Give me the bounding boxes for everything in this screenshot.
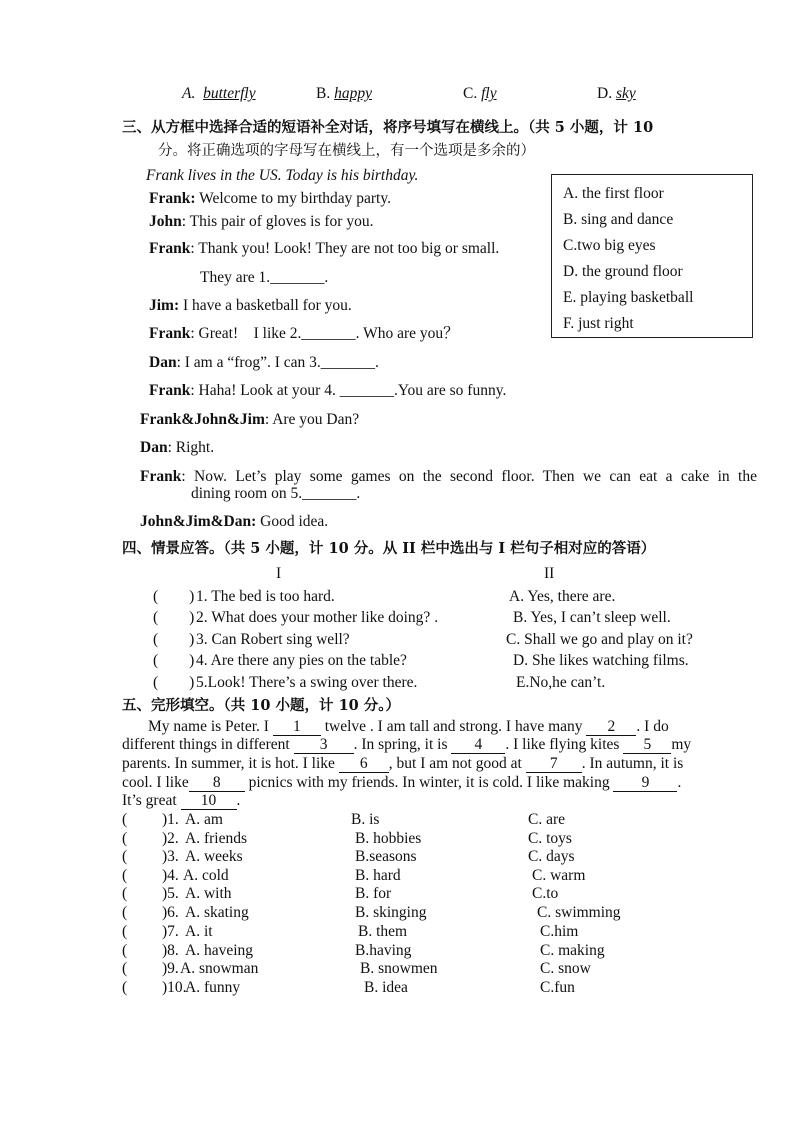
answer-paren[interactable]: ( ) — [153, 631, 195, 648]
speaker: Frank&John&Jim — [140, 411, 265, 428]
line-text: Welcome to my birthday party. — [195, 190, 391, 207]
section5-heading — [122, 697, 400, 715]
option-letter: D. — [597, 85, 613, 102]
choice-a: A. haveing — [185, 942, 254, 959]
line-text: Good idea. — [256, 513, 329, 530]
choice-b: B. hard — [355, 867, 401, 884]
dialogue-line-3 — [149, 240, 499, 258]
dialogue-line-11 — [140, 468, 757, 486]
choice-b: B. idea — [364, 979, 408, 996]
passage-text: twelve . I am tall and strong. I have many — [320, 718, 587, 735]
answer-paren[interactable]: ( — [122, 848, 128, 865]
box-option: B. sing and dance — [563, 211, 674, 228]
section3-intro: Frank lives in the US. Today is his birthday. — [146, 167, 419, 184]
question-number: )9. — [162, 960, 179, 977]
question-text: 5.Look! There’s a swing over there. — [196, 674, 418, 691]
passage-line-5 — [122, 792, 240, 810]
option-letter: A. — [182, 85, 196, 102]
choice-b: B. snowmen — [360, 960, 438, 977]
answer-paren[interactable]: ( — [122, 885, 128, 902]
blank-10[interactable]: 10 — [181, 793, 237, 810]
answer-paren[interactable]: ( — [122, 811, 128, 828]
column-ii-label: II — [544, 565, 555, 582]
question-number: )1. — [162, 811, 179, 828]
box-option: D. the ground floor — [563, 263, 683, 280]
choice-c: C.fun — [540, 979, 575, 996]
choice-c: C. are — [528, 811, 566, 828]
choice-b: B. them — [358, 923, 408, 940]
option-word: fly — [481, 85, 497, 102]
phrase-options-box — [551, 174, 753, 338]
line-text: : Great! I like 2._______. Who are you？ — [190, 325, 459, 342]
passage-text: , but I am not good at — [388, 755, 526, 772]
choice-a: A. with — [185, 885, 232, 902]
option-word: butterfly — [203, 85, 256, 102]
blank-5[interactable]: 5 — [623, 737, 671, 754]
dialogue-line-4 — [200, 269, 328, 287]
line-text: : Are you Dan? — [264, 411, 360, 428]
line-text: dining room on 5._______. — [191, 485, 361, 502]
blank-4[interactable]: 4 — [451, 737, 505, 754]
question-number: )6. — [162, 904, 179, 921]
passage-line-1 — [148, 718, 669, 736]
choice-a: A. funny — [185, 979, 241, 996]
box-option: A. the first floor — [563, 185, 664, 202]
answer-paren[interactable]: ( — [122, 904, 128, 921]
question-text: 1. The bed is too hard. — [196, 588, 335, 605]
speaker: Dan — [140, 439, 168, 456]
dialogue-line-12 — [191, 485, 360, 503]
dialogue-line-8 — [149, 382, 506, 400]
answer-choice: A. Yes, there are. — [509, 588, 616, 605]
speaker: Dan — [149, 354, 177, 371]
section3-heading-line2: 分。将正确选项的字母写在横线上，有一个选项是多余的） — [158, 143, 535, 159]
dialogue-line-9 — [140, 411, 359, 429]
choice-c: C. warm — [532, 867, 586, 884]
answer-paren[interactable]: ( — [122, 830, 128, 847]
passage-text: . I like flying kites — [505, 736, 624, 753]
speaker: Frank — [149, 325, 191, 342]
passage-text: different things in different — [122, 736, 294, 753]
choice-a: A. cold — [183, 867, 229, 884]
dialogue-line-13 — [140, 513, 328, 531]
question-number: )7. — [162, 923, 179, 940]
question-text: 4. Are there any pies on the table? — [196, 652, 407, 669]
choice-c: C.him — [540, 923, 579, 940]
section3-heading-line1 — [122, 119, 653, 137]
choice-b: B. for — [355, 885, 392, 902]
blank-2[interactable]: 2 — [586, 719, 636, 736]
column-i-label: I — [276, 565, 282, 582]
choice-c: C. toys — [528, 830, 572, 847]
question-text: 3. Can Robert sing well? — [196, 631, 350, 648]
answer-paren[interactable]: ( ) — [153, 588, 195, 605]
dialogue-line-2 — [149, 213, 373, 231]
speaker: Frank — [140, 468, 182, 485]
choice-b: B.seasons — [355, 848, 417, 865]
choice-a: A. it — [185, 923, 213, 940]
answer-paren[interactable]: ( — [122, 979, 128, 996]
line-text: They are 1._______. — [200, 269, 329, 286]
answer-paren[interactable]: ( ) — [153, 609, 195, 626]
dialogue-line-7 — [149, 354, 379, 372]
choice-a: A. weeks — [185, 848, 243, 865]
section4-heading-text: 四、情景应答。（共 5 小题，计 10 分。从 II 栏中选出与 I 栏句子相对应的答语） — [122, 540, 656, 557]
answer-paren[interactable]: ( ) — [153, 674, 195, 691]
top-option-a — [182, 85, 256, 103]
choice-b: B. hobbies — [355, 830, 422, 847]
choice-c: C. days — [528, 848, 575, 865]
question-number: )10. — [162, 979, 187, 996]
top-option-b — [316, 85, 372, 103]
line-text: : Right. — [167, 439, 215, 456]
speaker: Frank — [149, 382, 191, 399]
answer-paren[interactable]: ( — [122, 942, 128, 959]
question-number: )5. — [162, 885, 179, 902]
speaker: Frank — [149, 240, 191, 257]
section5-heading-text: 五、完形填空。（共 10 小题，计 10 分。） — [122, 697, 401, 714]
top-option-c — [463, 85, 497, 103]
passage-text: my — [671, 736, 692, 753]
section4-heading — [122, 540, 655, 558]
box-option: E. playing basketball — [563, 289, 694, 306]
box-option: F. just right — [563, 315, 634, 332]
answer-choice: C. Shall we go and play on it? — [506, 631, 693, 648]
line-text: : Now. Let’s play some games on the second floor. Then we can eat a cake in the — [181, 468, 757, 485]
speaker: John&Jim&Dan: — [140, 513, 257, 530]
choice-c: C.to — [532, 885, 559, 902]
blank-9[interactable]: 9 — [613, 775, 677, 792]
answer-paren[interactable]: ( ) — [153, 652, 195, 669]
passage-text: It’s great — [122, 792, 181, 809]
passage-text: . — [677, 774, 682, 791]
passage-line-4 — [122, 774, 681, 792]
speaker: Frank: — [149, 190, 196, 207]
line-text: I have a basketball for you. — [179, 297, 352, 314]
choice-a: A. am — [185, 811, 223, 828]
option-word: sky — [615, 85, 636, 102]
dialogue-line-6 — [149, 325, 459, 343]
top-option-d — [597, 85, 636, 103]
choice-c: C. swimming — [537, 904, 621, 921]
passage-text: picnics with my friends. In winter, it is cold. I like making — [244, 774, 614, 791]
passage-line-3 — [122, 755, 683, 773]
choice-c: C. making — [540, 942, 605, 959]
box-option: C.two big eyes — [563, 237, 656, 254]
answer-paren[interactable]: ( — [122, 867, 128, 884]
blank-7[interactable]: 7 — [526, 756, 582, 773]
question-number: )8. — [162, 942, 179, 959]
dialogue-line-1 — [149, 190, 391, 208]
choice-a: A. friends — [185, 830, 247, 847]
passage-text: . In autumn, it is — [581, 755, 684, 772]
speaker: Jim: — [149, 297, 180, 314]
line-text: : Thank you! Look! They are not too big or small. — [190, 240, 500, 257]
speaker: John — [149, 213, 182, 230]
passage-text: cool. I like — [122, 774, 189, 791]
answer-paren[interactable]: ( — [122, 960, 128, 977]
choice-b: B. is — [351, 811, 380, 828]
section3-heading-text: 三、从方框中选择合适的短语补全对话，将序号填写在横线上。（共 5 小题，计 10 — [122, 119, 654, 136]
blank-1[interactable]: 1 — [273, 719, 321, 736]
question-text: 2. What does your mother like doing? . — [196, 609, 439, 626]
question-number: )3. — [162, 848, 179, 865]
passage-text: parents. In summer, it is hot. I like — [122, 755, 339, 772]
passage-text: . I do — [636, 718, 669, 735]
passage-text: . In spring, it is — [353, 736, 452, 753]
blank-3[interactable]: 3 — [294, 737, 354, 754]
choice-a: A. snowman — [180, 960, 259, 977]
question-number: )2. — [162, 830, 179, 847]
line-text: : This pair of gloves is for you. — [181, 213, 374, 230]
choice-c: C. snow — [540, 960, 591, 977]
choice-b: B. skinging — [355, 904, 427, 921]
option-letter: B. — [316, 85, 331, 102]
dialogue-line-10 — [140, 439, 214, 457]
question-number: )4. — [162, 867, 179, 884]
option-word: happy — [334, 85, 372, 102]
answer-choice: D. She likes watching films. — [513, 652, 689, 669]
answer-paren[interactable]: ( — [122, 923, 128, 940]
answer-choice: B. Yes, I can’t sleep well. — [513, 609, 671, 626]
blank-8[interactable]: 8 — [189, 775, 245, 792]
answer-choice: E.No,he can’t. — [516, 674, 606, 691]
passage-text: . — [236, 792, 241, 809]
blank-6[interactable]: 6 — [339, 756, 389, 773]
passage-line-2 — [122, 736, 691, 754]
choice-a: A. skating — [185, 904, 249, 921]
choice-b: B.having — [355, 942, 412, 959]
line-text: : I am a “frog”. I can 3._______. — [176, 354, 379, 371]
passage-text: My name is Peter. I — [148, 718, 273, 735]
line-text: : Haha! Look at your 4. _______.You are so funny. — [190, 382, 507, 399]
option-letter: C. — [463, 85, 478, 102]
dialogue-line-5 — [149, 297, 352, 315]
